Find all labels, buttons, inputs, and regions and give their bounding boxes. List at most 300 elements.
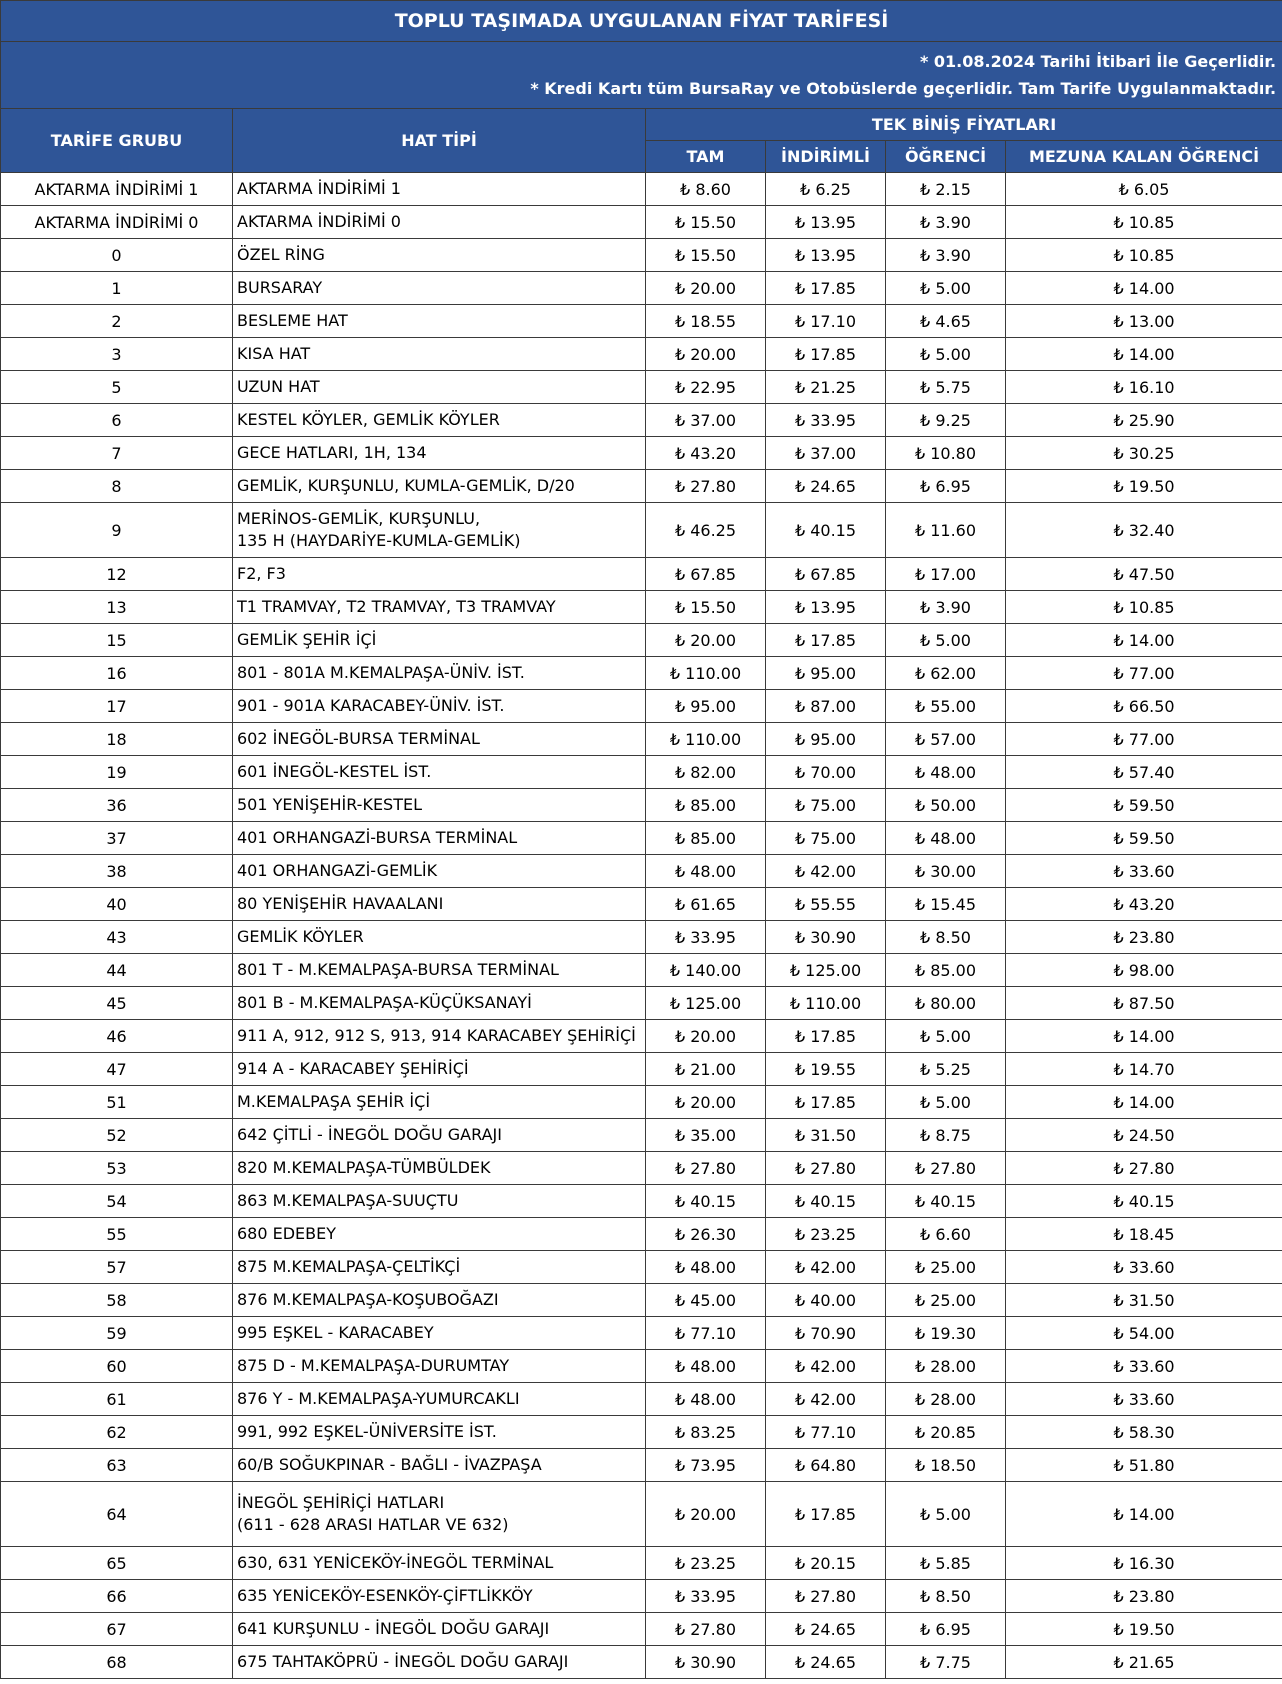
hat-tipi-cell bbox=[233, 789, 646, 822]
tam-price-cell: ₺ 20.00 bbox=[646, 338, 766, 371]
tam-price-cell: ₺ 43.20 bbox=[646, 437, 766, 470]
hat-tipi-cell bbox=[233, 404, 646, 437]
tarife-grubu-cell: 52 bbox=[1, 1119, 233, 1152]
tarife-grubu-cell: 17 bbox=[1, 690, 233, 723]
mezuna-kalan-price-cell: ₺ 16.10 bbox=[1006, 371, 1282, 404]
table-row bbox=[1, 371, 1282, 404]
hat-tipi-cell bbox=[233, 1053, 646, 1086]
hat-tipi-text: 675 TAHTAKÖPRÜ - İNEGÖL DOĞU GARAJI bbox=[237, 1652, 569, 1671]
tam-price-cell: ₺ 15.50 bbox=[646, 591, 766, 624]
tam-price-cell: ₺ 40.15 bbox=[646, 1185, 766, 1218]
mezuna-kalan-price-cell: ₺ 23.80 bbox=[1006, 1580, 1282, 1613]
mezuna-kalan-price-cell: ₺ 98.00 bbox=[1006, 954, 1282, 987]
ogrenci-price-cell: ₺ 28.00 bbox=[886, 1350, 1006, 1383]
indirimli-price-cell: ₺ 17.85 bbox=[766, 1020, 886, 1053]
tarife-grubu-cell: 9 bbox=[1, 503, 233, 558]
hat-tipi-text: GEMLİK, KURŞUNLU, KUMLA-GEMLİK, D/20 bbox=[237, 476, 575, 495]
ogrenci-price-cell: ₺ 5.00 bbox=[886, 624, 1006, 657]
ogrenci-price-cell: ₺ 8.50 bbox=[886, 921, 1006, 954]
indirimli-price-cell: ₺ 40.15 bbox=[766, 503, 886, 558]
indirimli-price-cell: ₺ 64.80 bbox=[766, 1449, 886, 1482]
hat-tipi-cell bbox=[233, 855, 646, 888]
ogrenci-price-cell: ₺ 27.80 bbox=[886, 1152, 1006, 1185]
table-row bbox=[1, 470, 1282, 503]
hat-tipi-cell bbox=[233, 1317, 646, 1350]
hat-tipi-text: 801 T - M.KEMALPAŞA-BURSA TERMİNAL bbox=[237, 960, 559, 979]
ogrenci-price-cell: ₺ 6.60 bbox=[886, 1218, 1006, 1251]
mezuna-kalan-price-cell: ₺ 59.50 bbox=[1006, 822, 1282, 855]
tam-price-cell: ₺ 67.85 bbox=[646, 558, 766, 591]
table-row bbox=[1, 1383, 1282, 1416]
mezuna-kalan-price-cell: ₺ 25.90 bbox=[1006, 404, 1282, 437]
indirimli-price-cell: ₺ 27.80 bbox=[766, 1580, 886, 1613]
mezuna-kalan-price-cell: ₺ 16.30 bbox=[1006, 1547, 1282, 1580]
indirimli-price-cell: ₺ 42.00 bbox=[766, 1350, 886, 1383]
indirimli-price-cell: ₺ 30.90 bbox=[766, 921, 886, 954]
indirimli-price-cell: ₺ 95.00 bbox=[766, 657, 886, 690]
mezuna-kalan-price-cell: ₺ 27.80 bbox=[1006, 1152, 1282, 1185]
ogrenci-price-cell: ₺ 5.00 bbox=[886, 338, 1006, 371]
mezuna-kalan-price-cell: ₺ 10.85 bbox=[1006, 239, 1282, 272]
hat-tipi-cell bbox=[233, 1119, 646, 1152]
hat-tipi-text: 135 H (HAYDARİYE-KUMLA-GEMLİK) bbox=[237, 531, 521, 550]
table-row bbox=[1, 272, 1282, 305]
indirimli-price-cell: ₺ 21.25 bbox=[766, 371, 886, 404]
tarife-grubu-cell: 36 bbox=[1, 789, 233, 822]
table-row bbox=[1, 1482, 1282, 1547]
ogrenci-price-cell: ₺ 48.00 bbox=[886, 822, 1006, 855]
table-row bbox=[1, 1416, 1282, 1449]
hat-tipi-cell bbox=[233, 1613, 646, 1646]
table-row bbox=[1, 1251, 1282, 1284]
ogrenci-price-cell: ₺ 28.00 bbox=[886, 1383, 1006, 1416]
hat-tipi-text: 876 M.KEMALPAŞA-KOŞUBOĞAZI bbox=[237, 1290, 499, 1309]
hat-tipi-cell bbox=[233, 1350, 646, 1383]
indirimli-price-cell: ₺ 42.00 bbox=[766, 1383, 886, 1416]
hat-tipi-cell bbox=[233, 921, 646, 954]
hat-tipi-text: 876 Y - M.KEMALPAŞA-YUMURCAKLI bbox=[237, 1389, 520, 1408]
hat-tipi-text: 642 ÇİTLİ - İNEGÖL DOĞU GARAJI bbox=[237, 1125, 502, 1144]
tam-price-cell: ₺ 27.80 bbox=[646, 470, 766, 503]
indirimli-price-cell: ₺ 17.85 bbox=[766, 624, 886, 657]
hat-tipi-text: 911 A, 912, 912 S, 913, 914 KARACABEY ŞEHİRİÇİ bbox=[237, 1026, 636, 1045]
table-row bbox=[1, 756, 1282, 789]
indirimli-price-cell: ₺ 75.00 bbox=[766, 789, 886, 822]
tarife-grubu-cell: 37 bbox=[1, 822, 233, 855]
ogrenci-price-cell: ₺ 3.90 bbox=[886, 239, 1006, 272]
tam-price-cell: ₺ 48.00 bbox=[646, 1383, 766, 1416]
hat-tipi-text: 501 YENİŞEHİR-KESTEL bbox=[237, 795, 423, 814]
tam-price-cell: ₺ 46.25 bbox=[646, 503, 766, 558]
mezuna-kalan-price-cell: ₺ 33.60 bbox=[1006, 1383, 1282, 1416]
hat-tipi-cell bbox=[233, 756, 646, 789]
table-row bbox=[1, 404, 1282, 437]
tarife-grubu-cell: 66 bbox=[1, 1580, 233, 1613]
tarife-grubu-cell: 62 bbox=[1, 1416, 233, 1449]
table-row bbox=[1, 657, 1282, 690]
tarife-grubu-cell: 65 bbox=[1, 1547, 233, 1580]
table-row bbox=[1, 1646, 1282, 1679]
hat-tipi-text: GECE HATLARI, 1H, 134 bbox=[237, 443, 427, 462]
ogrenci-price-cell: ₺ 4.65 bbox=[886, 305, 1006, 338]
table-row bbox=[1, 1350, 1282, 1383]
mezuna-kalan-price-cell: ₺ 14.00 bbox=[1006, 1482, 1282, 1547]
hat-tipi-text: KISA HAT bbox=[237, 344, 311, 363]
validity-note: * 01.08.2024 Tarihi İtibari İle Geçerlidir. bbox=[919, 52, 1277, 71]
tarife-grubu-cell: 8 bbox=[1, 470, 233, 503]
hat-tipi-text: 630, 631 YENİCEKÖY-İNEGÖL TERMİNAL bbox=[237, 1553, 554, 1572]
tam-price-cell: ₺ 33.95 bbox=[646, 921, 766, 954]
tam-price-cell: ₺ 33.95 bbox=[646, 1580, 766, 1613]
hat-tipi-text: 401 ORHANGAZİ-BURSA TERMİNAL bbox=[237, 828, 518, 847]
mezuna-kalan-price-cell: ₺ 23.80 bbox=[1006, 921, 1282, 954]
hat-tipi-cell bbox=[233, 1020, 646, 1053]
tam-price-cell: ₺ 26.30 bbox=[646, 1218, 766, 1251]
ogrenci-price-cell: ₺ 19.30 bbox=[886, 1317, 1006, 1350]
table-row bbox=[1, 954, 1282, 987]
hat-tipi-cell bbox=[233, 723, 646, 756]
mezuna-kalan-price-cell: ₺ 14.00 bbox=[1006, 1086, 1282, 1119]
hat-tipi-cell bbox=[233, 954, 646, 987]
indirimli-price-cell: ₺ 23.25 bbox=[766, 1218, 886, 1251]
tarife-grubu-cell: 68 bbox=[1, 1646, 233, 1679]
tarife-grubu-cell: 2 bbox=[1, 305, 233, 338]
table-row bbox=[1, 822, 1282, 855]
hat-tipi-text: ÖZEL RİNG bbox=[237, 245, 325, 264]
hat-tipi-text: 635 YENİCEKÖY-ESENKÖY-ÇİFTLİKKÖY bbox=[237, 1586, 533, 1605]
mezuna-kalan-price-cell: ₺ 33.60 bbox=[1006, 1350, 1282, 1383]
hat-tipi-text: MERİNOS-GEMLİK, KURŞUNLU, bbox=[237, 509, 481, 528]
table-row bbox=[1, 239, 1282, 272]
table-row bbox=[1, 173, 1282, 206]
table-row bbox=[1, 1613, 1282, 1646]
hat-tipi-cell bbox=[233, 470, 646, 503]
indirimli-price-cell: ₺ 13.95 bbox=[766, 206, 886, 239]
hat-tipi-text: 602 İNEGÖL-BURSA TERMİNAL bbox=[237, 729, 480, 748]
table-row bbox=[1, 1580, 1282, 1613]
mezuna-kalan-price-cell: ₺ 13.00 bbox=[1006, 305, 1282, 338]
tam-price-cell: ₺ 45.00 bbox=[646, 1284, 766, 1317]
ogrenci-price-cell: ₺ 5.75 bbox=[886, 371, 1006, 404]
fare-table-body bbox=[1, 173, 1282, 1679]
hat-tipi-cell bbox=[233, 558, 646, 591]
hat-tipi-cell bbox=[233, 173, 646, 206]
hat-tipi-cell bbox=[233, 1416, 646, 1449]
mezuna-kalan-price-cell: ₺ 54.00 bbox=[1006, 1317, 1282, 1350]
tam-price-cell: ₺ 110.00 bbox=[646, 657, 766, 690]
hat-tipi-text: (611 - 628 ARASI HATLAR VE 632) bbox=[237, 1515, 509, 1534]
hat-tipi-text: 80 YENİŞEHİR HAVAALANI bbox=[237, 894, 444, 913]
indirimli-price-cell: ₺ 77.10 bbox=[766, 1416, 886, 1449]
tarife-grubu-cell: 53 bbox=[1, 1152, 233, 1185]
mezuna-kalan-price-cell: ₺ 14.00 bbox=[1006, 624, 1282, 657]
hat-tipi-text: 901 - 901A KARACABEY-ÜNİV. İST. bbox=[237, 696, 505, 715]
hat-tipi-text: 401 ORHANGAZİ-GEMLİK bbox=[237, 861, 438, 880]
tarife-grubu-cell: 6 bbox=[1, 404, 233, 437]
mezuna-kalan-price-cell: ₺ 14.70 bbox=[1006, 1053, 1282, 1086]
indirimli-price-cell: ₺ 40.00 bbox=[766, 1284, 886, 1317]
hat-tipi-text: 680 EDEBEY bbox=[237, 1224, 337, 1243]
ogrenci-price-cell: ₺ 80.00 bbox=[886, 987, 1006, 1020]
indirimli-price-cell: ₺ 55.55 bbox=[766, 888, 886, 921]
table-row bbox=[1, 855, 1282, 888]
tarife-grubu-cell: 63 bbox=[1, 1449, 233, 1482]
hat-tipi-cell bbox=[233, 1152, 646, 1185]
tam-price-cell: ₺ 20.00 bbox=[646, 272, 766, 305]
ogrenci-price-cell: ₺ 85.00 bbox=[886, 954, 1006, 987]
indirimli-price-cell: ₺ 17.85 bbox=[766, 1086, 886, 1119]
tam-price-cell: ₺ 23.25 bbox=[646, 1547, 766, 1580]
tarife-grubu-cell: 1 bbox=[1, 272, 233, 305]
mezuna-kalan-price-cell: ₺ 6.05 bbox=[1006, 173, 1282, 206]
hat-tipi-cell bbox=[233, 1185, 646, 1218]
mezuna-kalan-price-cell: ₺ 24.50 bbox=[1006, 1119, 1282, 1152]
mezuna-kalan-price-cell: ₺ 30.25 bbox=[1006, 437, 1282, 470]
mezuna-kalan-price-cell: ₺ 33.60 bbox=[1006, 855, 1282, 888]
mezuna-kalan-price-cell: ₺ 31.50 bbox=[1006, 1284, 1282, 1317]
tarife-grubu-cell: 64 bbox=[1, 1482, 233, 1547]
hat-tipi-cell bbox=[233, 987, 646, 1020]
hat-tipi-cell bbox=[233, 239, 646, 272]
table-row bbox=[1, 690, 1282, 723]
tam-price-cell: ₺ 140.00 bbox=[646, 954, 766, 987]
indirimli-price-cell: ₺ 27.80 bbox=[766, 1152, 886, 1185]
tam-price-cell: ₺ 20.00 bbox=[646, 1020, 766, 1053]
indirimli-price-cell: ₺ 75.00 bbox=[766, 822, 886, 855]
hat-tipi-text: GEMLİK ŞEHİR İÇİ bbox=[237, 630, 377, 649]
hat-tipi-cell bbox=[233, 1580, 646, 1613]
ogrenci-price-cell: ₺ 15.45 bbox=[886, 888, 1006, 921]
tarife-grubu-cell: 16 bbox=[1, 657, 233, 690]
hat-tipi-cell bbox=[233, 1218, 646, 1251]
ogrenci-price-cell: ₺ 5.00 bbox=[886, 272, 1006, 305]
tarife-grubu-cell: 43 bbox=[1, 921, 233, 954]
hat-tipi-cell bbox=[233, 591, 646, 624]
tam-price-cell: ₺ 48.00 bbox=[646, 855, 766, 888]
tarife-grubu-cell: 58 bbox=[1, 1284, 233, 1317]
indirimli-price-cell: ₺ 42.00 bbox=[766, 855, 886, 888]
tam-price-cell: ₺ 61.65 bbox=[646, 888, 766, 921]
indirimli-price-cell: ₺ 17.85 bbox=[766, 338, 886, 371]
hat-tipi-cell bbox=[233, 888, 646, 921]
indirimli-price-cell: ₺ 31.50 bbox=[766, 1119, 886, 1152]
mezuna-kalan-price-cell: ₺ 47.50 bbox=[1006, 558, 1282, 591]
tam-price-cell: ₺ 15.50 bbox=[646, 206, 766, 239]
hat-tipi-text: BURSARAY bbox=[237, 278, 323, 297]
mezuna-kalan-price-cell: ₺ 21.65 bbox=[1006, 1646, 1282, 1679]
hat-tipi-text: 60/B SOĞUKPINAR - BAĞLI - İVAZPAŞA bbox=[237, 1455, 542, 1474]
indirimli-price-cell: ₺ 70.90 bbox=[766, 1317, 886, 1350]
indirimli-price-cell: ₺ 40.15 bbox=[766, 1185, 886, 1218]
indirimli-price-cell: ₺ 33.95 bbox=[766, 404, 886, 437]
notes bbox=[1, 42, 1282, 109]
header-tam: TAM bbox=[646, 141, 766, 173]
tam-price-cell: ₺ 27.80 bbox=[646, 1152, 766, 1185]
tam-price-cell: ₺ 35.00 bbox=[646, 1119, 766, 1152]
tarife-grubu-cell: 5 bbox=[1, 371, 233, 404]
indirimli-price-cell: ₺ 125.00 bbox=[766, 954, 886, 987]
table-row bbox=[1, 624, 1282, 657]
hat-tipi-cell bbox=[233, 690, 646, 723]
hat-tipi-text: 995 EŞKEL - KARACABEY bbox=[237, 1323, 434, 1342]
tarife-grubu-cell: 19 bbox=[1, 756, 233, 789]
hat-tipi-text: 875 D - M.KEMALPAŞA-DURUMTAY bbox=[237, 1356, 510, 1375]
tam-price-cell: ₺ 77.10 bbox=[646, 1317, 766, 1350]
hat-tipi-cell bbox=[233, 822, 646, 855]
tam-price-cell: ₺ 48.00 bbox=[646, 1350, 766, 1383]
tarife-grubu-cell: 40 bbox=[1, 888, 233, 921]
hat-tipi-cell bbox=[233, 1383, 646, 1416]
tam-price-cell: ₺ 20.00 bbox=[646, 1086, 766, 1119]
hat-tipi-cell bbox=[233, 272, 646, 305]
ogrenci-price-cell: ₺ 5.00 bbox=[886, 1086, 1006, 1119]
mezuna-kalan-price-cell: ₺ 14.00 bbox=[1006, 338, 1282, 371]
hat-tipi-text: F2, F3 bbox=[237, 564, 286, 583]
hat-tipi-text: BESLEME HAT bbox=[237, 311, 348, 330]
ogrenci-price-cell: ₺ 40.15 bbox=[886, 1185, 1006, 1218]
tam-price-cell: ₺ 95.00 bbox=[646, 690, 766, 723]
table-row bbox=[1, 888, 1282, 921]
hat-tipi-cell bbox=[233, 1482, 646, 1547]
indirimli-price-cell: ₺ 37.00 bbox=[766, 437, 886, 470]
mezuna-kalan-price-cell: ₺ 32.40 bbox=[1006, 503, 1282, 558]
table-row bbox=[1, 1284, 1282, 1317]
tarife-grubu-cell: 57 bbox=[1, 1251, 233, 1284]
tam-price-cell: ₺ 8.60 bbox=[646, 173, 766, 206]
header-tarife-grubu: TARİFE GRUBU bbox=[1, 109, 233, 173]
hat-tipi-cell bbox=[233, 1547, 646, 1580]
ogrenci-price-cell: ₺ 5.85 bbox=[886, 1547, 1006, 1580]
mezuna-kalan-price-cell: ₺ 57.40 bbox=[1006, 756, 1282, 789]
mezuna-kalan-price-cell: ₺ 19.50 bbox=[1006, 470, 1282, 503]
ogrenci-price-cell: ₺ 20.85 bbox=[886, 1416, 1006, 1449]
tarife-grubu-cell: 51 bbox=[1, 1086, 233, 1119]
ogrenci-price-cell: ₺ 17.00 bbox=[886, 558, 1006, 591]
hat-tipi-cell bbox=[233, 437, 646, 470]
indirimli-price-cell: ₺ 17.10 bbox=[766, 305, 886, 338]
tarife-grubu-cell: AKTARMA İNDİRİMİ 0 bbox=[1, 206, 233, 239]
header-ogrenci: ÖĞRENCİ bbox=[886, 141, 1006, 173]
mezuna-kalan-price-cell: ₺ 66.50 bbox=[1006, 690, 1282, 723]
credit-card-note: * Kredi Kartı tüm BursaRay ve Otobüslerde geçerlidir. Tam Tarife Uygulanmaktadır. bbox=[530, 79, 1277, 98]
ogrenci-price-cell: ₺ 5.00 bbox=[886, 1020, 1006, 1053]
ogrenci-price-cell: ₺ 62.00 bbox=[886, 657, 1006, 690]
hat-tipi-cell bbox=[233, 503, 646, 558]
tam-price-cell: ₺ 27.80 bbox=[646, 1613, 766, 1646]
hat-tipi-text: 914 A - KARACABEY ŞEHİRİÇİ bbox=[237, 1059, 469, 1078]
ogrenci-price-cell: ₺ 18.50 bbox=[886, 1449, 1006, 1482]
tarife-grubu-cell: 3 bbox=[1, 338, 233, 371]
table-row bbox=[1, 591, 1282, 624]
tam-price-cell: ₺ 73.95 bbox=[646, 1449, 766, 1482]
tam-price-cell: ₺ 125.00 bbox=[646, 987, 766, 1020]
indirimli-price-cell: ₺ 110.00 bbox=[766, 987, 886, 1020]
hat-tipi-text: M.KEMALPAŞA ŞEHİR İÇİ bbox=[237, 1092, 431, 1111]
header-tek-binis-fiyatlari: TEK BİNİŞ FİYATLARI bbox=[646, 109, 1282, 141]
table-row bbox=[1, 1547, 1282, 1580]
ogrenci-price-cell: ₺ 48.00 bbox=[886, 756, 1006, 789]
indirimli-price-cell: ₺ 24.65 bbox=[766, 1613, 886, 1646]
mezuna-kalan-price-cell: ₺ 10.85 bbox=[1006, 591, 1282, 624]
tam-price-cell: ₺ 20.00 bbox=[646, 1482, 766, 1547]
ogrenci-price-cell: ₺ 8.75 bbox=[886, 1119, 1006, 1152]
ogrenci-price-cell: ₺ 6.95 bbox=[886, 470, 1006, 503]
table-row bbox=[1, 1218, 1282, 1251]
table-row bbox=[1, 305, 1282, 338]
ogrenci-price-cell: ₺ 25.00 bbox=[886, 1251, 1006, 1284]
mezuna-kalan-price-cell: ₺ 10.85 bbox=[1006, 206, 1282, 239]
tarife-grubu-cell: 15 bbox=[1, 624, 233, 657]
table-row bbox=[1, 1020, 1282, 1053]
hat-tipi-cell bbox=[233, 657, 646, 690]
hat-tipi-text: AKTARMA İNDİRİMİ 1 bbox=[237, 179, 401, 198]
table-row bbox=[1, 558, 1282, 591]
header-mezuna-kalan-ogrenci: MEZUNA KALAN ÖĞRENCİ bbox=[1006, 141, 1282, 173]
ogrenci-price-cell: ₺ 9.25 bbox=[886, 404, 1006, 437]
hat-tipi-cell bbox=[233, 1646, 646, 1679]
mezuna-kalan-price-cell: ₺ 77.00 bbox=[1006, 657, 1282, 690]
hat-tipi-text: GEMLİK KÖYLER bbox=[237, 927, 364, 946]
tarife-grubu-cell: 61 bbox=[1, 1383, 233, 1416]
mezuna-kalan-price-cell: ₺ 18.45 bbox=[1006, 1218, 1282, 1251]
hat-tipi-text: 863 M.KEMALPAŞA-SUUÇTU bbox=[237, 1191, 459, 1210]
indirimli-price-cell: ₺ 24.65 bbox=[766, 1646, 886, 1679]
header-hat-tipi: HAT TİPİ bbox=[233, 109, 646, 173]
tam-price-cell: ₺ 83.25 bbox=[646, 1416, 766, 1449]
indirimli-price-cell: ₺ 20.15 bbox=[766, 1547, 886, 1580]
page-title: TOPLU TAŞIMADA UYGULANAN FİYAT TARİFESİ bbox=[1, 1, 1282, 42]
ogrenci-price-cell: ₺ 10.80 bbox=[886, 437, 1006, 470]
tam-price-cell: ₺ 21.00 bbox=[646, 1053, 766, 1086]
tarife-grubu-cell: 12 bbox=[1, 558, 233, 591]
hat-tipi-text: 991, 992 EŞKEL-ÜNİVERSİTE İST. bbox=[237, 1422, 497, 1441]
tarife-grubu-cell: 13 bbox=[1, 591, 233, 624]
tam-price-cell: ₺ 85.00 bbox=[646, 789, 766, 822]
table-row bbox=[1, 921, 1282, 954]
tam-price-cell: ₺ 20.00 bbox=[646, 624, 766, 657]
ogrenci-price-cell: ₺ 55.00 bbox=[886, 690, 1006, 723]
table-row bbox=[1, 1053, 1282, 1086]
hat-tipi-text: 820 M.KEMALPAŞA-TÜMBÜLDEK bbox=[237, 1158, 491, 1177]
hat-tipi-text: İNEGÖL ŞEHİRİÇİ HATLARI bbox=[237, 1493, 445, 1512]
hat-tipi-cell bbox=[233, 1284, 646, 1317]
table-row bbox=[1, 503, 1282, 558]
tam-price-cell: ₺ 15.50 bbox=[646, 239, 766, 272]
ogrenci-price-cell: ₺ 30.00 bbox=[886, 855, 1006, 888]
mezuna-kalan-price-cell: ₺ 43.20 bbox=[1006, 888, 1282, 921]
ogrenci-price-cell: ₺ 7.75 bbox=[886, 1646, 1006, 1679]
table-row bbox=[1, 789, 1282, 822]
tam-price-cell: ₺ 48.00 bbox=[646, 1251, 766, 1284]
tarife-grubu-cell: 54 bbox=[1, 1185, 233, 1218]
indirimli-price-cell: ₺ 17.85 bbox=[766, 1482, 886, 1547]
hat-tipi-cell bbox=[233, 1251, 646, 1284]
mezuna-kalan-price-cell: ₺ 59.50 bbox=[1006, 789, 1282, 822]
hat-tipi-cell bbox=[233, 305, 646, 338]
indirimli-price-cell: ₺ 19.55 bbox=[766, 1053, 886, 1086]
ogrenci-price-cell: ₺ 57.00 bbox=[886, 723, 1006, 756]
mezuna-kalan-price-cell: ₺ 58.30 bbox=[1006, 1416, 1282, 1449]
tam-price-cell: ₺ 37.00 bbox=[646, 404, 766, 437]
ogrenci-price-cell: ₺ 3.90 bbox=[886, 206, 1006, 239]
tarife-grubu-cell: 45 bbox=[1, 987, 233, 1020]
table-row bbox=[1, 1152, 1282, 1185]
tarife-grubu-cell: 18 bbox=[1, 723, 233, 756]
table-row bbox=[1, 723, 1282, 756]
tarife-grubu-cell: 38 bbox=[1, 855, 233, 888]
mezuna-kalan-price-cell: ₺ 51.80 bbox=[1006, 1449, 1282, 1482]
hat-tipi-text: 641 KURŞUNLU - İNEGÖL DOĞU GARAJI bbox=[237, 1619, 550, 1638]
